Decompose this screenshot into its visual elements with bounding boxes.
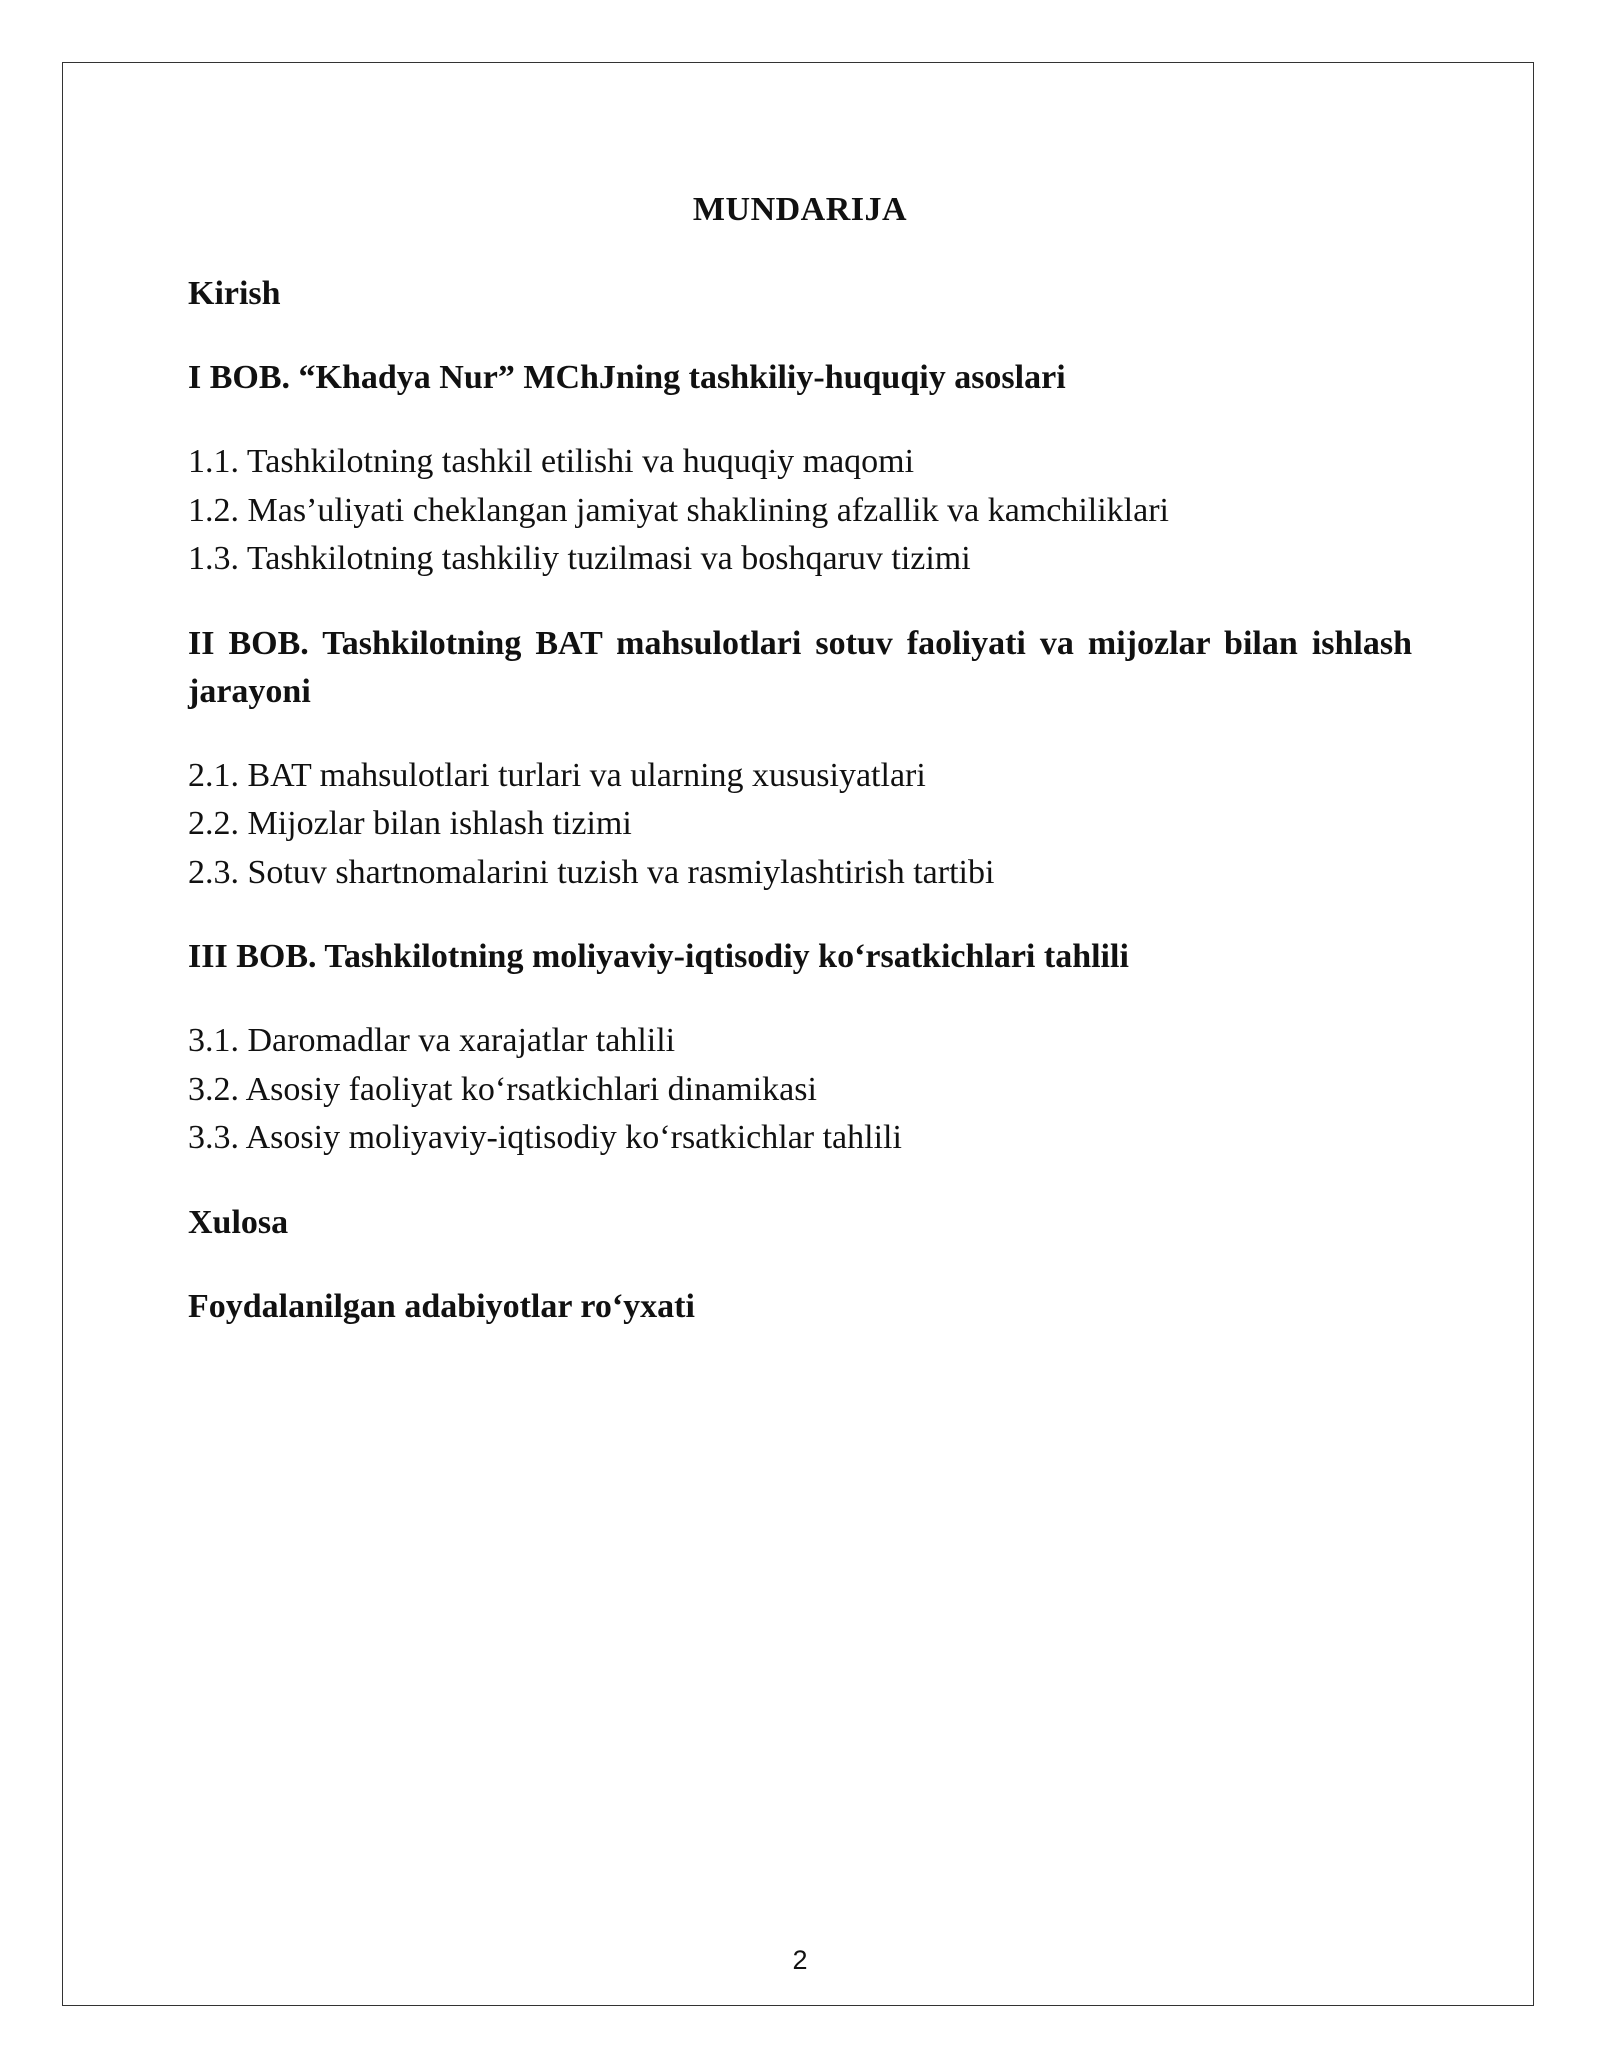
chapter-1-heading: I BOB. “Khadya Nur” MChJning tashkiliy-huquqiy asoslari — [188, 359, 1066, 396]
toc-item-3-1: 3.1. Daromadlar va xarajatlar tahlili — [188, 1022, 676, 1059]
toc-item-3-3: 3.3. Asosiy moliyaviy-iqtisodiy ko‘rsatkichlar tahlili — [188, 1119, 902, 1156]
toc-item-1-2: 1.2. Mas’uliyati cheklangan jamiyat shaklining afzallik va kamchiliklari — [188, 491, 1169, 529]
table-of-contents — [188, 188, 1412, 1367]
page-title: MUNDARIJA — [692, 191, 908, 228]
toc-item-2-3: 2.3. Sotuv shartnomalarini tuzish va rasmiylashtirish tartibi — [188, 853, 995, 891]
chapter-2-heading: II BOB. Tashkilotning BAT mahsulotlari sotuv faoliyati va mijozlar bilan ishlash jarayoni — [188, 624, 1412, 710]
toc-item-1-1: 1.1. Tashkilotning tashkil etilishi va huquqiy maqomi — [188, 443, 915, 480]
chapter-3-heading: III BOB. Tashkilotning moliyaviy-iqtisodiy ko‘rsatkichlari tahlili — [188, 938, 1129, 975]
toc-item-2-2: 2.2. Mijozlar bilan ishlash tizimi — [188, 805, 632, 842]
chapter-2-items — [188, 752, 1412, 898]
chapter-3-items — [188, 1017, 1412, 1163]
toc-references: Foydalanilgan adabiyotlar ro‘yxati — [188, 1287, 695, 1325]
toc-item-3-2: 3.2. Asosiy faoliyat ko‘rsatkichlari dinamikasi — [188, 1070, 817, 1108]
toc-item-2-1: 2.1. BAT mahsulotlari turlari va ularning xususiyatlari — [188, 756, 926, 794]
page-number: 2 — [792, 1945, 808, 1975]
toc-conclusion: Xulosa — [188, 1203, 289, 1241]
toc-intro: Kirish — [188, 275, 281, 312]
chapter-1-items — [188, 438, 1412, 584]
toc-item-1-3: 1.3. Tashkilotning tashkiliy tuzilmasi va boshqaruv tizimi — [188, 540, 971, 577]
